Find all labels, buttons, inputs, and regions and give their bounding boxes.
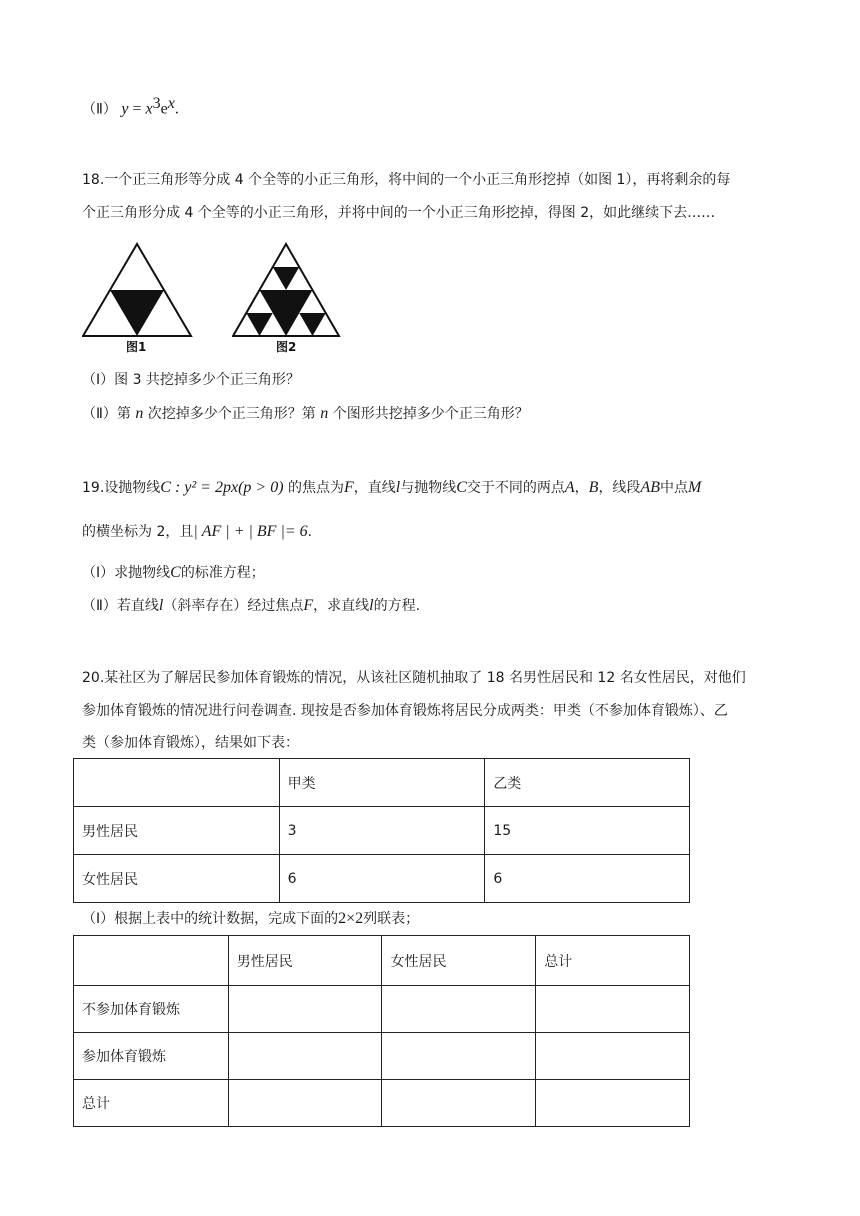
table-cell [382,1080,536,1127]
table-cell: 不参加体育锻炼 [74,986,229,1033]
q20-line2: 参加体育锻炼的情况进行问卷调查. 现按是否参加体育锻炼将居民分成两类：甲类（不参加体育锻炼）、乙 [82,703,728,719]
text: ，线段 [598,480,641,496]
formula-x: x [145,100,153,118]
table-row [74,1080,690,1127]
text: 的标准方程； [180,565,265,581]
q19-line1 [82,478,701,498]
table-cell [74,759,280,807]
table-header-row [74,936,690,986]
table-cell: 女性居民 [382,936,536,986]
prev-question-part2 [82,94,179,120]
formula-y: y [121,100,129,118]
table-cell [228,1080,382,1127]
table-header-row [74,759,690,807]
table-cell: 甲类 [279,759,485,807]
table-size: 2×2 [338,910,364,927]
var-B: B [588,479,599,496]
table-cell: 总计 [74,1080,229,1127]
var-n: n [135,405,144,422]
text: 19.设抛物线 [82,480,161,496]
table-row [74,986,690,1033]
text: . [307,524,313,540]
parabola-equation: C : y² = 2px(p > 0) [160,479,284,496]
var-l: l [369,597,374,614]
var-l: l [158,597,164,614]
table-cell: 女性居民 [74,855,280,903]
contingency-table [73,935,690,1127]
table-cell [228,1033,382,1080]
part-label: （Ⅱ） [82,101,117,118]
text: （斜率存在）经过焦点 [163,598,304,614]
var-F: F [303,597,314,614]
q20-line3: 类（参加体育锻炼），结果如下表： [82,735,299,751]
table-cell: 乙类 [485,759,690,807]
table-cell: 总计 [536,936,690,986]
var-F: F [343,479,354,496]
table-cell [382,1033,536,1080]
table-cell: 6 [279,855,485,903]
table-row [74,807,690,855]
text: 的横坐标为 2，且 [82,524,194,540]
fig2-caption: 图2 [276,340,297,354]
q18-line2: 个正三角形分成 4 个全等的小正三角形，并将中间的一个小正三角形挖掉，得图 2，如此继续下去…… [82,205,716,221]
table-cell: 15 [485,807,690,855]
table-cell [536,986,690,1033]
text: 次挖掉多少个正三角形？第 [143,406,321,422]
text: ， [574,480,589,496]
q20-line1: 20.某社区为了解居民参加体育锻炼的情况，从该社区随机抽取了 18 名男性居民和 12 名女性居民，对他们 [82,670,746,686]
text: 的方程. [373,598,421,614]
q19-part2 [82,596,420,616]
text: （Ⅱ）第 [82,406,136,422]
fig1-caption: 图1 [126,340,147,354]
distance-equation: | AF | + | BF |= 6 [193,523,308,540]
text: （Ⅰ）求抛物线 [82,565,171,581]
formula-exp: 3 [152,95,161,112]
var-C: C [456,479,467,496]
figure-2 [232,240,347,355]
text: （Ⅱ）若直线 [82,598,159,614]
table-row [74,855,690,903]
table-cell [382,986,536,1033]
var-M: M [687,479,702,496]
var-C: C [170,564,181,581]
figure-1 [82,240,202,355]
formula-exp2: x [167,95,175,112]
var-A: A [564,479,575,496]
text: ，求直线 [313,598,370,614]
table-cell [228,986,382,1033]
table-row [74,1033,690,1080]
q19-line2 [82,522,312,542]
formula-e: e [160,100,168,118]
text: 交于不同的两点 [466,480,565,496]
q20-part1 [82,909,419,929]
var-AB: AB [640,479,660,496]
table-cell: 3 [279,807,485,855]
text: ，直线 [353,480,396,496]
formula-eq: = [128,100,146,118]
text: 与抛物线 [400,480,457,496]
table-cell [74,936,229,986]
survey-table [73,758,690,903]
table-cell [536,1033,690,1080]
text: 的焦点为 [283,480,344,496]
text: 个图形共挖掉多少个正三角形？ [328,406,529,422]
q18-part2 [82,404,529,424]
table-cell [536,1080,690,1127]
table-cell: 6 [485,855,690,903]
table-cell: 男性居民 [228,936,382,986]
table-cell: 参加体育锻炼 [74,1033,229,1080]
q18-part1: （Ⅰ）图 3 共挖掉多少个正三角形？ [82,372,300,388]
q19-part1 [82,563,265,583]
text: 中点 [659,480,688,496]
text: （Ⅰ）根据上表中的统计数据，完成下面的 [82,911,339,927]
var-l: l [395,479,401,496]
table-cell: 男性居民 [74,807,280,855]
q18-line1: 18.一个正三角形等分成 4 个全等的小正三角形，将中间的一个小正三角形挖掉（如图 1），再将剩余的每 [82,172,731,188]
text: 列联表； [363,911,420,927]
formula-end: . [174,100,179,118]
var-n: n [320,405,329,422]
